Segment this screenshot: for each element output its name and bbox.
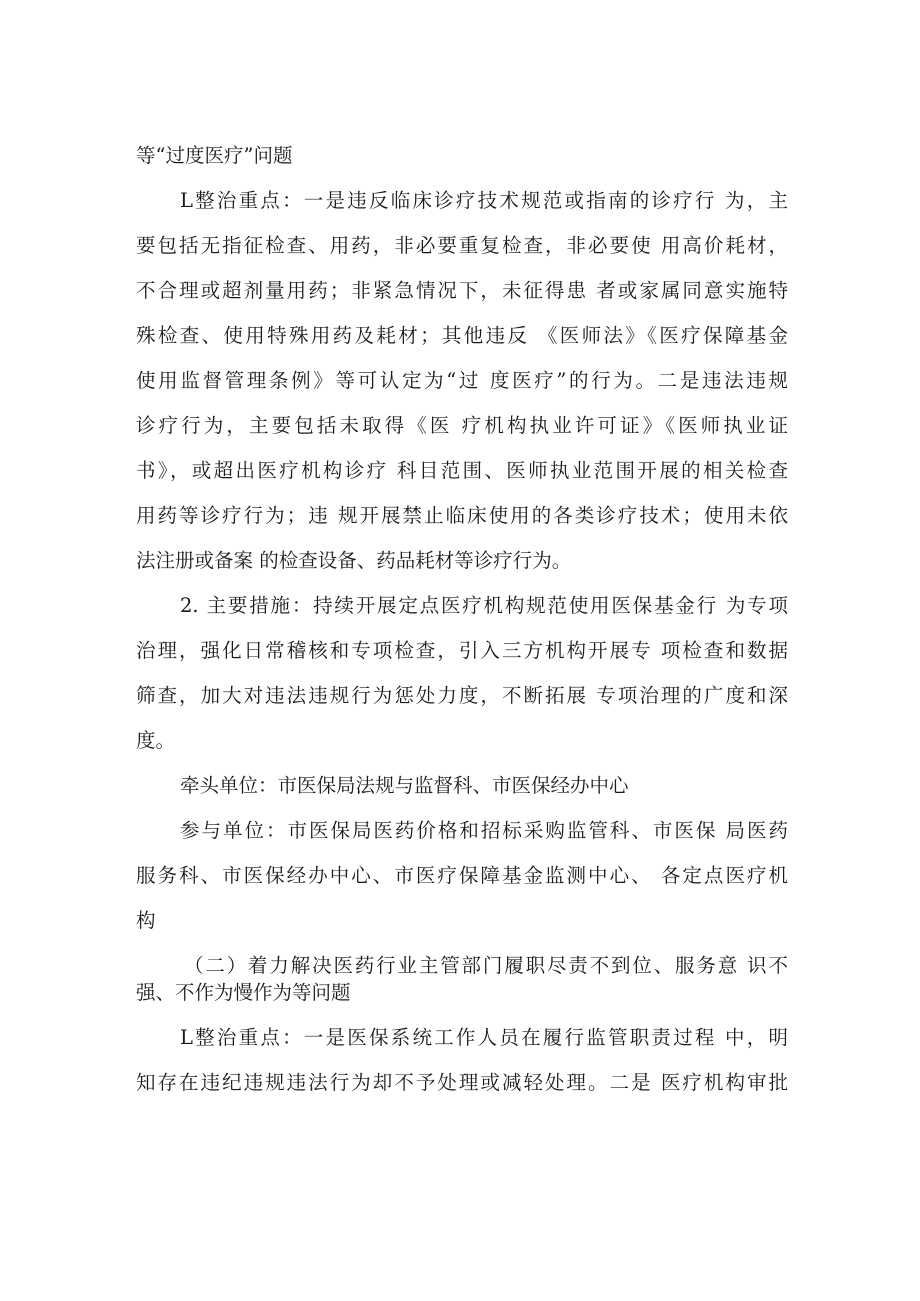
paragraph-line: 构 (136, 909, 156, 932)
paragraph-line: 用药等诊疗行为；违 规开展禁止临床使用的各类诊疗技术；使用未依 (136, 504, 788, 527)
paragraph-line: 书》，或超出医疗机构诊疗 科目范围、医师执业范围开展的相关检查 (136, 459, 788, 482)
paragraph-line: 2. 主要措施：持续开展定点医疗机构规范使用医保基金行 为专项 (180, 594, 788, 617)
section-heading-line: 强、不作为慢作为等问题 (136, 981, 351, 1004)
paragraph-line: L整治重点：一是违反临床诊疗技术规范或指南的诊疗行 为，主 (180, 189, 788, 212)
paragraph-line: 度。 (136, 729, 176, 752)
paragraph-line: 等“过度医疗”问题 (136, 144, 293, 167)
paragraph-line: 治理，强化日常稽核和专项检查，引入三方机构开展专 项检查和数据 (136, 639, 788, 662)
lead-unit-line: 牵头单位：市医保局法规与监督科、市医保经办中心 (180, 774, 629, 797)
paragraph-line: 服务科、市医保经办中心、市医疗保障基金监测中心、 各定点医疗机 (136, 864, 788, 887)
participating-unit-line: 参与单位：市医保局医药价格和招标采购监管科、市医保 局医药 (180, 819, 788, 842)
paragraph-line: 要包括无指征检查、用药，非必要重复检查，非必要使 用高价耗材， (136, 234, 788, 257)
section-heading-line: （二）着力解决医药行业主管部门履职尽责不到位、服务意 识不 (184, 954, 788, 977)
paragraph-line: 知存在违纪违规违法行为却不予处理或减轻处理。二是 医疗机构审批 (136, 1071, 788, 1094)
paragraph-line: 不合理或超剂量用药；非紧急情况下，未征得患 者或家属同意实施特 (136, 279, 788, 302)
paragraph-line: 殊检查、使用特殊用药及耗材；其他违反 《医师法》《医疗保障基金 (136, 324, 788, 347)
paragraph-line: 使用监督管理条例》等可认定为“过 度医疗”的行为。二是违法违规 (136, 369, 788, 392)
paragraph-line: 法注册或备案 的检查设备、药品耗材等诊疗行为。 (136, 549, 572, 572)
paragraph-line: 诊疗行为，主要包括未取得《医 疗机构执业许可证》《医师执业证 (136, 414, 788, 437)
paragraph-line: 筛查，加大对违法违规行为惩处力度，不断拓展 专项治理的广度和深 (136, 684, 788, 707)
paragraph-line: L整治重点：一是医保系统工作人员在履行监管职责过程 中，明 (180, 1026, 788, 1049)
